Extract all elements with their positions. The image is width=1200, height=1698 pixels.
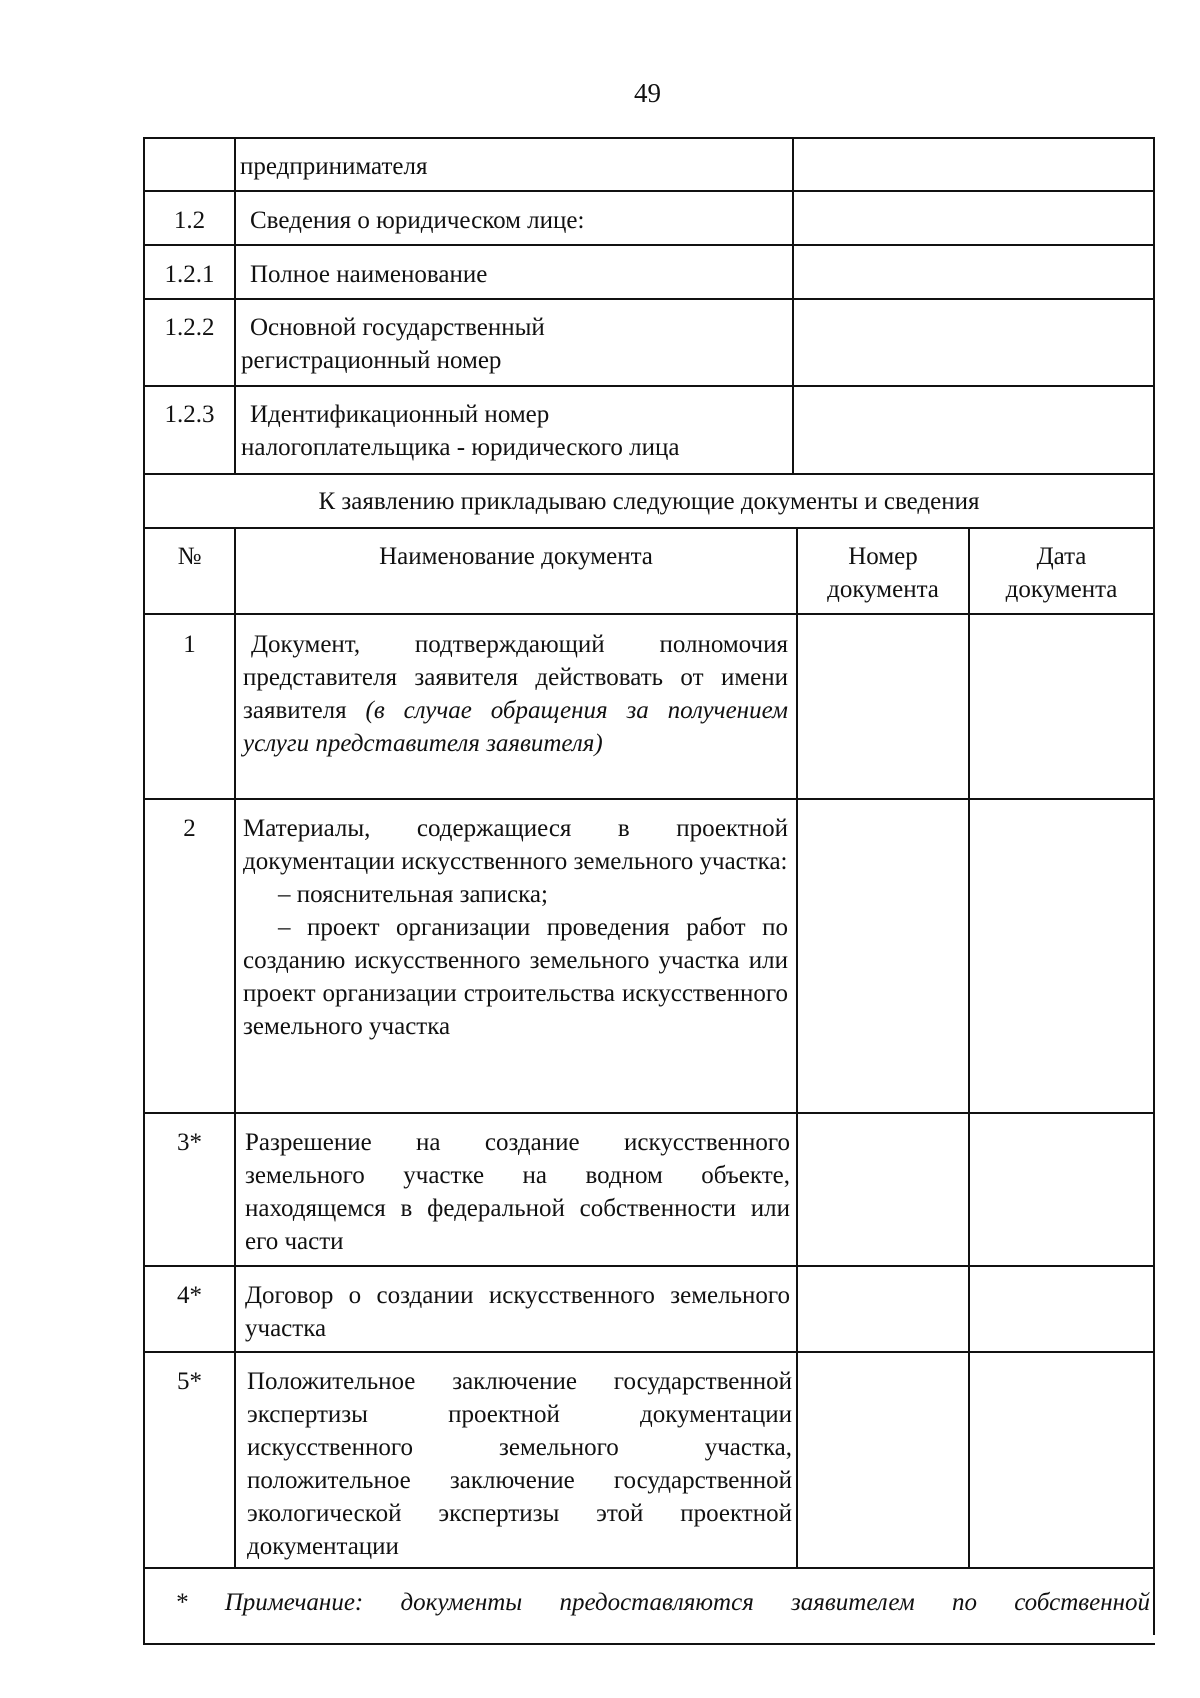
row-line: [143, 385, 1155, 387]
document-name: [243, 812, 788, 1043]
row-number: 1.2.3: [164, 401, 215, 428]
row-line: [143, 137, 1155, 139]
row-label: [241, 398, 791, 464]
row-line: [143, 1567, 1155, 1569]
document-name: Разрешение на создание искусственного земельного участке на водном объекте, находящемся в федеральной собственности или его части: [245, 1129, 790, 1255]
row-label: [241, 311, 781, 377]
document-number: 4*: [177, 1282, 202, 1309]
section-title: К заявлению прикладываю следующие документы и сведения: [318, 488, 980, 515]
col-divider-num-top: [234, 137, 236, 475]
header-document-name: Наименование документа: [379, 543, 653, 570]
document-name: Договор о создании искусственного земельного участка: [245, 1282, 790, 1342]
row-line: [143, 473, 1155, 475]
col-divider-value-top: [792, 137, 794, 475]
row-line: [143, 1112, 1155, 1114]
document-number: 2: [183, 815, 196, 842]
document-number: 1: [183, 631, 196, 658]
header-document-date: [970, 540, 1153, 606]
table-border-right: [1153, 137, 1155, 1635]
col-divider-name: [796, 527, 798, 1569]
row-label: предпринимателя: [240, 153, 428, 180]
row-label: Полное наименование: [250, 261, 488, 288]
row-line: [143, 1265, 1155, 1267]
row-line: [143, 298, 1155, 300]
row-label-line: Основной государственный: [250, 314, 545, 341]
document-list-item: – проект организации проведения работ по созданию искусственного земельного участка или проект организации строительства искусственного земельного участка: [243, 914, 788, 1040]
row-number: 1.2.1: [164, 261, 215, 288]
document-text: Материалы, содержащиеся в проектной документации искусственного земельного участка:: [243, 815, 788, 875]
table-border-bottom: [143, 1643, 1155, 1645]
document-number: 5*: [177, 1368, 202, 1395]
row-line: [143, 190, 1155, 192]
document-list-item: – пояснительная записка;: [278, 881, 548, 908]
document-number: 3*: [177, 1129, 202, 1156]
row-label-line: налогоплательщика - юридического лица: [241, 434, 680, 461]
row-line: [143, 613, 1155, 615]
header-line: Дата: [1036, 543, 1087, 570]
header-line: документа: [827, 576, 939, 603]
header-number: №: [177, 543, 202, 570]
row-line: [143, 527, 1155, 529]
row-line: [143, 1351, 1155, 1353]
row-label-line: регистрационный номер: [241, 347, 502, 374]
document-note: (в случае обращения за получением услуги представителя заявителя): [243, 697, 788, 757]
col-divider-number: [968, 527, 970, 1569]
col-divider-num: [234, 527, 236, 1569]
table-border-left: [143, 137, 145, 1645]
row-line: [143, 244, 1155, 246]
row-label-line: Идентификационный номер: [250, 401, 550, 428]
document-name: [243, 628, 788, 760]
header-line: Номер: [848, 543, 918, 570]
header-document-number: [798, 540, 968, 606]
row-number: 1.2.2: [164, 314, 215, 341]
row-line: [143, 798, 1155, 800]
document-text: Документ, подтверждающий полномочия представителя заявителя действовать от имени заявителя: [243, 631, 788, 724]
header-line: документа: [1005, 576, 1118, 603]
footnote: * Примечание: документы предоставляются заявителем по собственной: [175, 1589, 1150, 1616]
document-name: Положительное заключение государственной экспертизы проектной документации искусственного земельного участка, положительное заключение государственной экологической экспертизы этой проектной документации: [247, 1368, 792, 1560]
row-label: Сведения о юридическом лице:: [250, 207, 585, 234]
row-number: 1.2: [173, 207, 206, 234]
